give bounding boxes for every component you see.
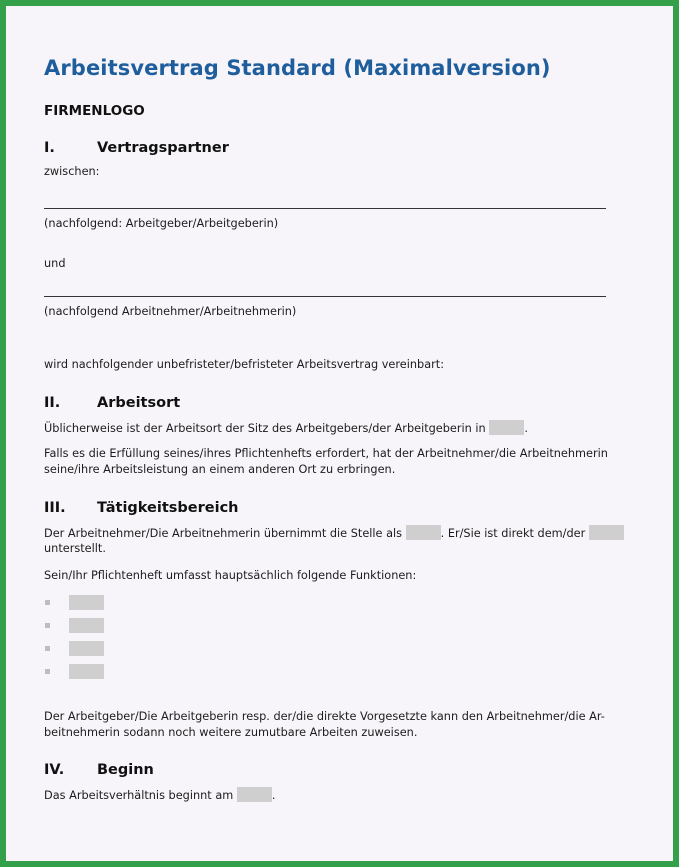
workplace-location-field[interactable]: [489, 420, 524, 435]
section-4-title: Beginn: [97, 762, 154, 778]
position-text-1: Der Arbeitnehmer/Die Arbeitnehmerin übernimmt die Stelle als: [44, 527, 406, 540]
supervisor-field[interactable]: [589, 525, 624, 540]
duty-field-3[interactable]: [69, 641, 104, 656]
start-text-before: Das Arbeitsverhältnis beginnt am: [44, 789, 237, 802]
bullet-icon: [45, 600, 50, 605]
employee-note: (nachfolgend Arbeitnehmer/Arbeitnehmerin): [44, 305, 297, 318]
workplace-text-before: Üblicherweise ist der Arbeitsort der Sitz des Arbeitgebers/der Arbeitgeberin in: [44, 422, 490, 435]
position-paragraph: [44, 525, 624, 540]
bullet-icon: [45, 623, 50, 628]
bullet-icon: [45, 646, 50, 651]
employee-signature-line[interactable]: [44, 296, 606, 297]
workplace-text-after: .: [524, 422, 528, 435]
position-text-3: unterstellt.: [44, 542, 106, 555]
duties-intro: Sein/Ihr Pflichtenheft umfasst hauptsächlich folgende Funktionen:: [44, 569, 417, 582]
section-1-title: Vertragspartner: [97, 140, 229, 156]
section-4-number: IV.: [44, 762, 65, 778]
additional-duties-line-2: beitnehmerin sodann noch weitere zumutbare Arbeiten zuweisen.: [44, 726, 418, 739]
start-paragraph: [44, 787, 275, 802]
between-label: zwischen:: [44, 165, 100, 178]
section-2-number: II.: [44, 395, 61, 411]
position-title-field[interactable]: [406, 525, 441, 540]
bullet-icon: [45, 669, 50, 674]
start-date-field[interactable]: [237, 787, 272, 802]
relocation-line-2: seine/ihre Arbeitsleistung an einem anderen Ort zu erbringen.: [44, 463, 396, 476]
workplace-paragraph: [44, 420, 528, 435]
section-3-title: Tätigkeitsbereich: [97, 500, 239, 516]
logo-placeholder: FIRMENLOGO: [44, 103, 145, 119]
employer-note: (nachfolgend: Arbeitgeber/Arbeitgeberin): [44, 217, 279, 230]
section-3-number: III.: [44, 500, 66, 516]
section-2-title: Arbeitsort: [97, 395, 181, 411]
duty-field-2[interactable]: [69, 618, 104, 633]
position-text-2: . Er/Sie ist direkt dem/der: [440, 527, 589, 540]
additional-duties-line-1: Der Arbeitgeber/Die Arbeitgeberin resp. der/die direkte Vorgesetzte kann den Arbeitnehmer/die Ar-: [44, 710, 605, 723]
document-page: [12, 12, 679, 867]
duty-field-1[interactable]: [69, 595, 104, 610]
document-title: Arbeitsvertrag Standard (Maximalversion): [44, 56, 551, 80]
duty-field-4[interactable]: [69, 664, 104, 679]
agreement-text: wird nachfolgender unbefristeter/befristeter Arbeitsvertrag vereinbart:: [44, 358, 445, 371]
and-label: und: [44, 257, 66, 270]
relocation-line-1: Falls es die Erfüllung seines/ihres Pflichtenhefts erfordert, hat der Arbeitnehmer/die Arbeitnehmerin: [44, 447, 608, 460]
start-text-after: .: [271, 789, 276, 802]
section-1-number: I.: [44, 140, 55, 156]
employer-signature-line[interactable]: [44, 208, 606, 209]
